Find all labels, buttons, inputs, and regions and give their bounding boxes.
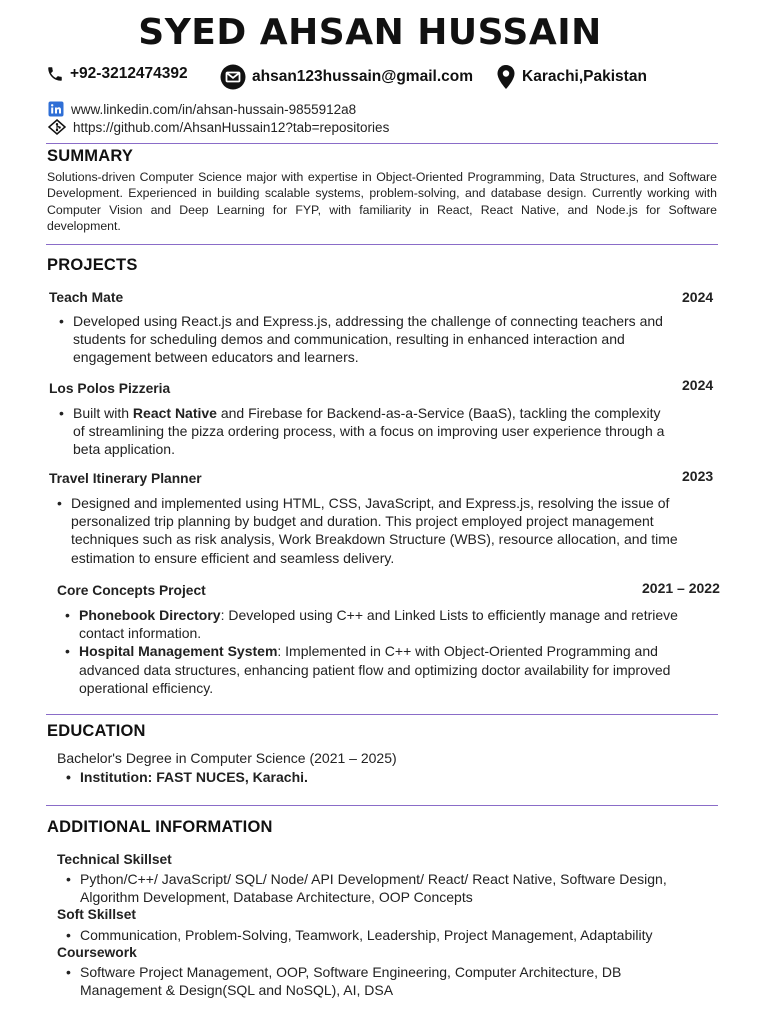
linkedin-icon: [48, 101, 64, 117]
education-heading: EDUCATION: [47, 722, 146, 740]
github-link[interactable]: [48, 118, 389, 136]
project-title: Los Polos Pizzeria: [49, 381, 171, 396]
project-bullets: [63, 606, 713, 697]
soft-skills: [64, 926, 724, 944]
phone-icon: [46, 64, 64, 84]
education-bullets: [64, 768, 664, 786]
project-year: 2021 – 2022: [642, 580, 720, 596]
project-bullets: [57, 404, 672, 459]
list-item: • Institution: FAST NUCES, Karachi.: [64, 768, 664, 786]
email-contact[interactable]: [220, 64, 473, 90]
list-item: • Python/C++/ JavaScript/ SQL/ Node/ API Development/ React/ React Native, Software Design, Algorithm Development, Database Architecture, OOP Concepts: [64, 870, 704, 906]
github-url: https://github.com/AhsanHussain12?tab=repositories: [73, 119, 390, 135]
location-contact: [496, 64, 647, 90]
summary-text: Solutions-driven Computer Science major with expertise in Object-Oriented Programming, Data Structures, and Software Development. Experienced in building scalable systems, problem-solving, and database design. Currently working with Computer Vision and Deep Learning for FYP, with familiarity in React, React Native, and Node.js for Software development.: [47, 170, 717, 234]
list-item: • Software Project Management, OOP, Software Engineering, Computer Architecture, DB Management & Design(SQL and NoSQL), AI, DSA: [64, 963, 704, 999]
additional-heading: ADDITIONAL INFORMATION: [47, 818, 273, 836]
email-icon: [220, 64, 246, 90]
project-title: Travel Itinerary Planner: [49, 471, 202, 486]
project-bullets: [55, 494, 705, 567]
phone-contact[interactable]: [46, 64, 188, 84]
contact-row: [46, 64, 736, 94]
github-icon: [48, 119, 66, 135]
coursework-list: [64, 963, 704, 999]
location-text: Karachi,Pakistan: [522, 68, 647, 85]
project-year: 2023: [682, 468, 714, 484]
list-item: • Communication, Problem-Solving, Teamwork, Leadership, Project Management, Adaptability: [64, 926, 724, 944]
list-item: • Designed and implemented using HTML, CSS, JavaScript, and Express.js, resolving the issue of personalized trip planning by budget and duration. This project employed project management techniques such as risk analysis, Work Breakdown Structure (WBS), resource allocation, and time estimation to ensure efficient and seamless delivery.: [55, 494, 705, 567]
email-text: ahsan123hussain@gmail.com: [252, 68, 474, 85]
divider: [46, 805, 718, 806]
linkedin-link[interactable]: [48, 100, 389, 118]
project-year: 2024: [682, 377, 714, 393]
projects-heading: PROJECTS: [47, 256, 138, 274]
linkedin-url: www.linkedin.com/in/ahsan-hussain-9855912a8: [71, 101, 357, 117]
technical-skills: [64, 870, 704, 906]
divider: [46, 143, 718, 144]
location-pin-icon: [496, 64, 516, 90]
degree-text: Bachelor's Degree in Computer Science (2021 – 2025): [57, 750, 397, 766]
soft-skillset-label: Soft Skillset: [57, 907, 136, 922]
list-item: • Built with React Native and Firebase for Backend-as-a-Service (BaaS), tackling the complexity of streamlining the pizza ordering process, with a focus on improving user experience through a beta application.: [57, 404, 672, 459]
divider: [46, 714, 718, 715]
project-title: Core Concepts Project: [57, 583, 206, 598]
project-title: Teach Mate: [49, 290, 124, 305]
project-year: 2024: [682, 289, 714, 305]
candidate-name: SYED AHSAN HUSSAIN: [138, 12, 602, 53]
technical-skillset-label: Technical Skillset: [57, 852, 172, 867]
list-item: • Phonebook Directory: Developed using C++ and Linked Lists to efficiently manage and retrieve contact information.: [63, 606, 713, 642]
summary-heading: SUMMARY: [47, 147, 134, 165]
list-item: • Developed using React.js and Express.js, addressing the challenge of connecting teachers and students for scheduling demos and communication, resulting in enhanced interaction and engagement between educators and learners.: [57, 312, 697, 367]
coursework-label: Coursework: [57, 945, 137, 960]
divider: [46, 244, 718, 245]
list-item: • Hospital Management System: Implemented in C++ with Object-Oriented Programming and advanced data structures, enhancing patient flow and optimizing doctor availability for improved operational efficiency.: [63, 642, 713, 697]
project-bullets: [57, 312, 697, 367]
profile-links: [48, 100, 389, 136]
phone-text: +92-3212474392: [70, 65, 188, 82]
